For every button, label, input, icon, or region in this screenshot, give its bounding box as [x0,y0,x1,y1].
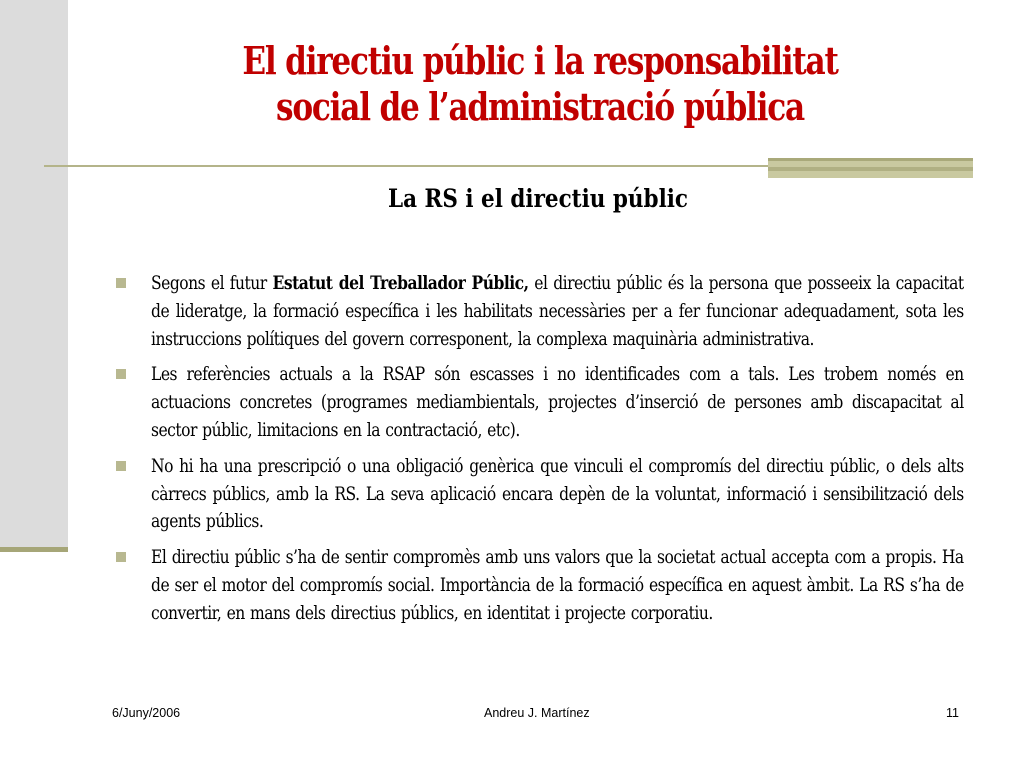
slide-title: El directiu públic i la responsabilitat social de l’administració pública [242,38,838,129]
bullet-text-rest: el directiu públic és la persona que posseeix la capacitat de lideratge, la formació específica i les habilitats necessàries per a fer funcionar adequadament, sota les instruccions polítiques del govern corresponent, la complexa maquinària administrativa. [151,273,964,350]
left-decorative-bar [0,0,68,548]
bullet-item [112,361,964,444]
footer-page-number: 11 [946,706,959,720]
square-bullet-icon [116,278,126,288]
footer-author: Andreu J. Martínez [484,706,590,720]
title-divider-accent [768,158,973,178]
slide-subtitle: La RS i el directiu públic [387,184,689,213]
bullet-text-bold: Estatut del Treballador Públic, [272,273,529,294]
bullet-text-lead: No hi ha una prescripció o una obligació genèrica que vinculi el compromís del directiu públic, o dels alts càrrecs públics, amb la RS. La seva aplicació encara depèn de la voluntat, informació i sensibilització dels agents públics. [151,455,964,533]
bullet-text-lead: Les referències actuals a la RSAP són escasses i no identificades com a tals. Les trobem només en actuacions concretes (programes mediambientals, projectes d’inserció de persones amb discapacitat al sector públic, limitacions en la contractació, etc). [151,364,964,441]
square-bullet-icon [116,369,126,379]
square-bullet-icon [116,552,126,562]
bullet-text [151,270,964,353]
square-bullet-icon [116,461,126,471]
bullet-text-lead: Segons el futur [151,273,273,294]
bullet-text [151,544,964,627]
bullet-item [112,544,964,627]
bullet-item [112,453,964,536]
bullet-text [151,361,964,444]
bullet-text [151,453,964,536]
bullet-list [112,270,964,636]
footer-date: 6/Juny/2006 [112,706,181,720]
bullet-text-lead: El directiu públic s’ha de sentir compromès amb uns valors que la societat actual accepta com a propis. Ha de ser el motor del compromís social. Importància de la formació específica en aquest àmbit. La RS s’ha de convertir, en mans dels directius públics, en identitat i projecte corporatiu. [151,547,964,624]
title-divider-line [44,165,784,167]
bullet-item [112,270,964,353]
